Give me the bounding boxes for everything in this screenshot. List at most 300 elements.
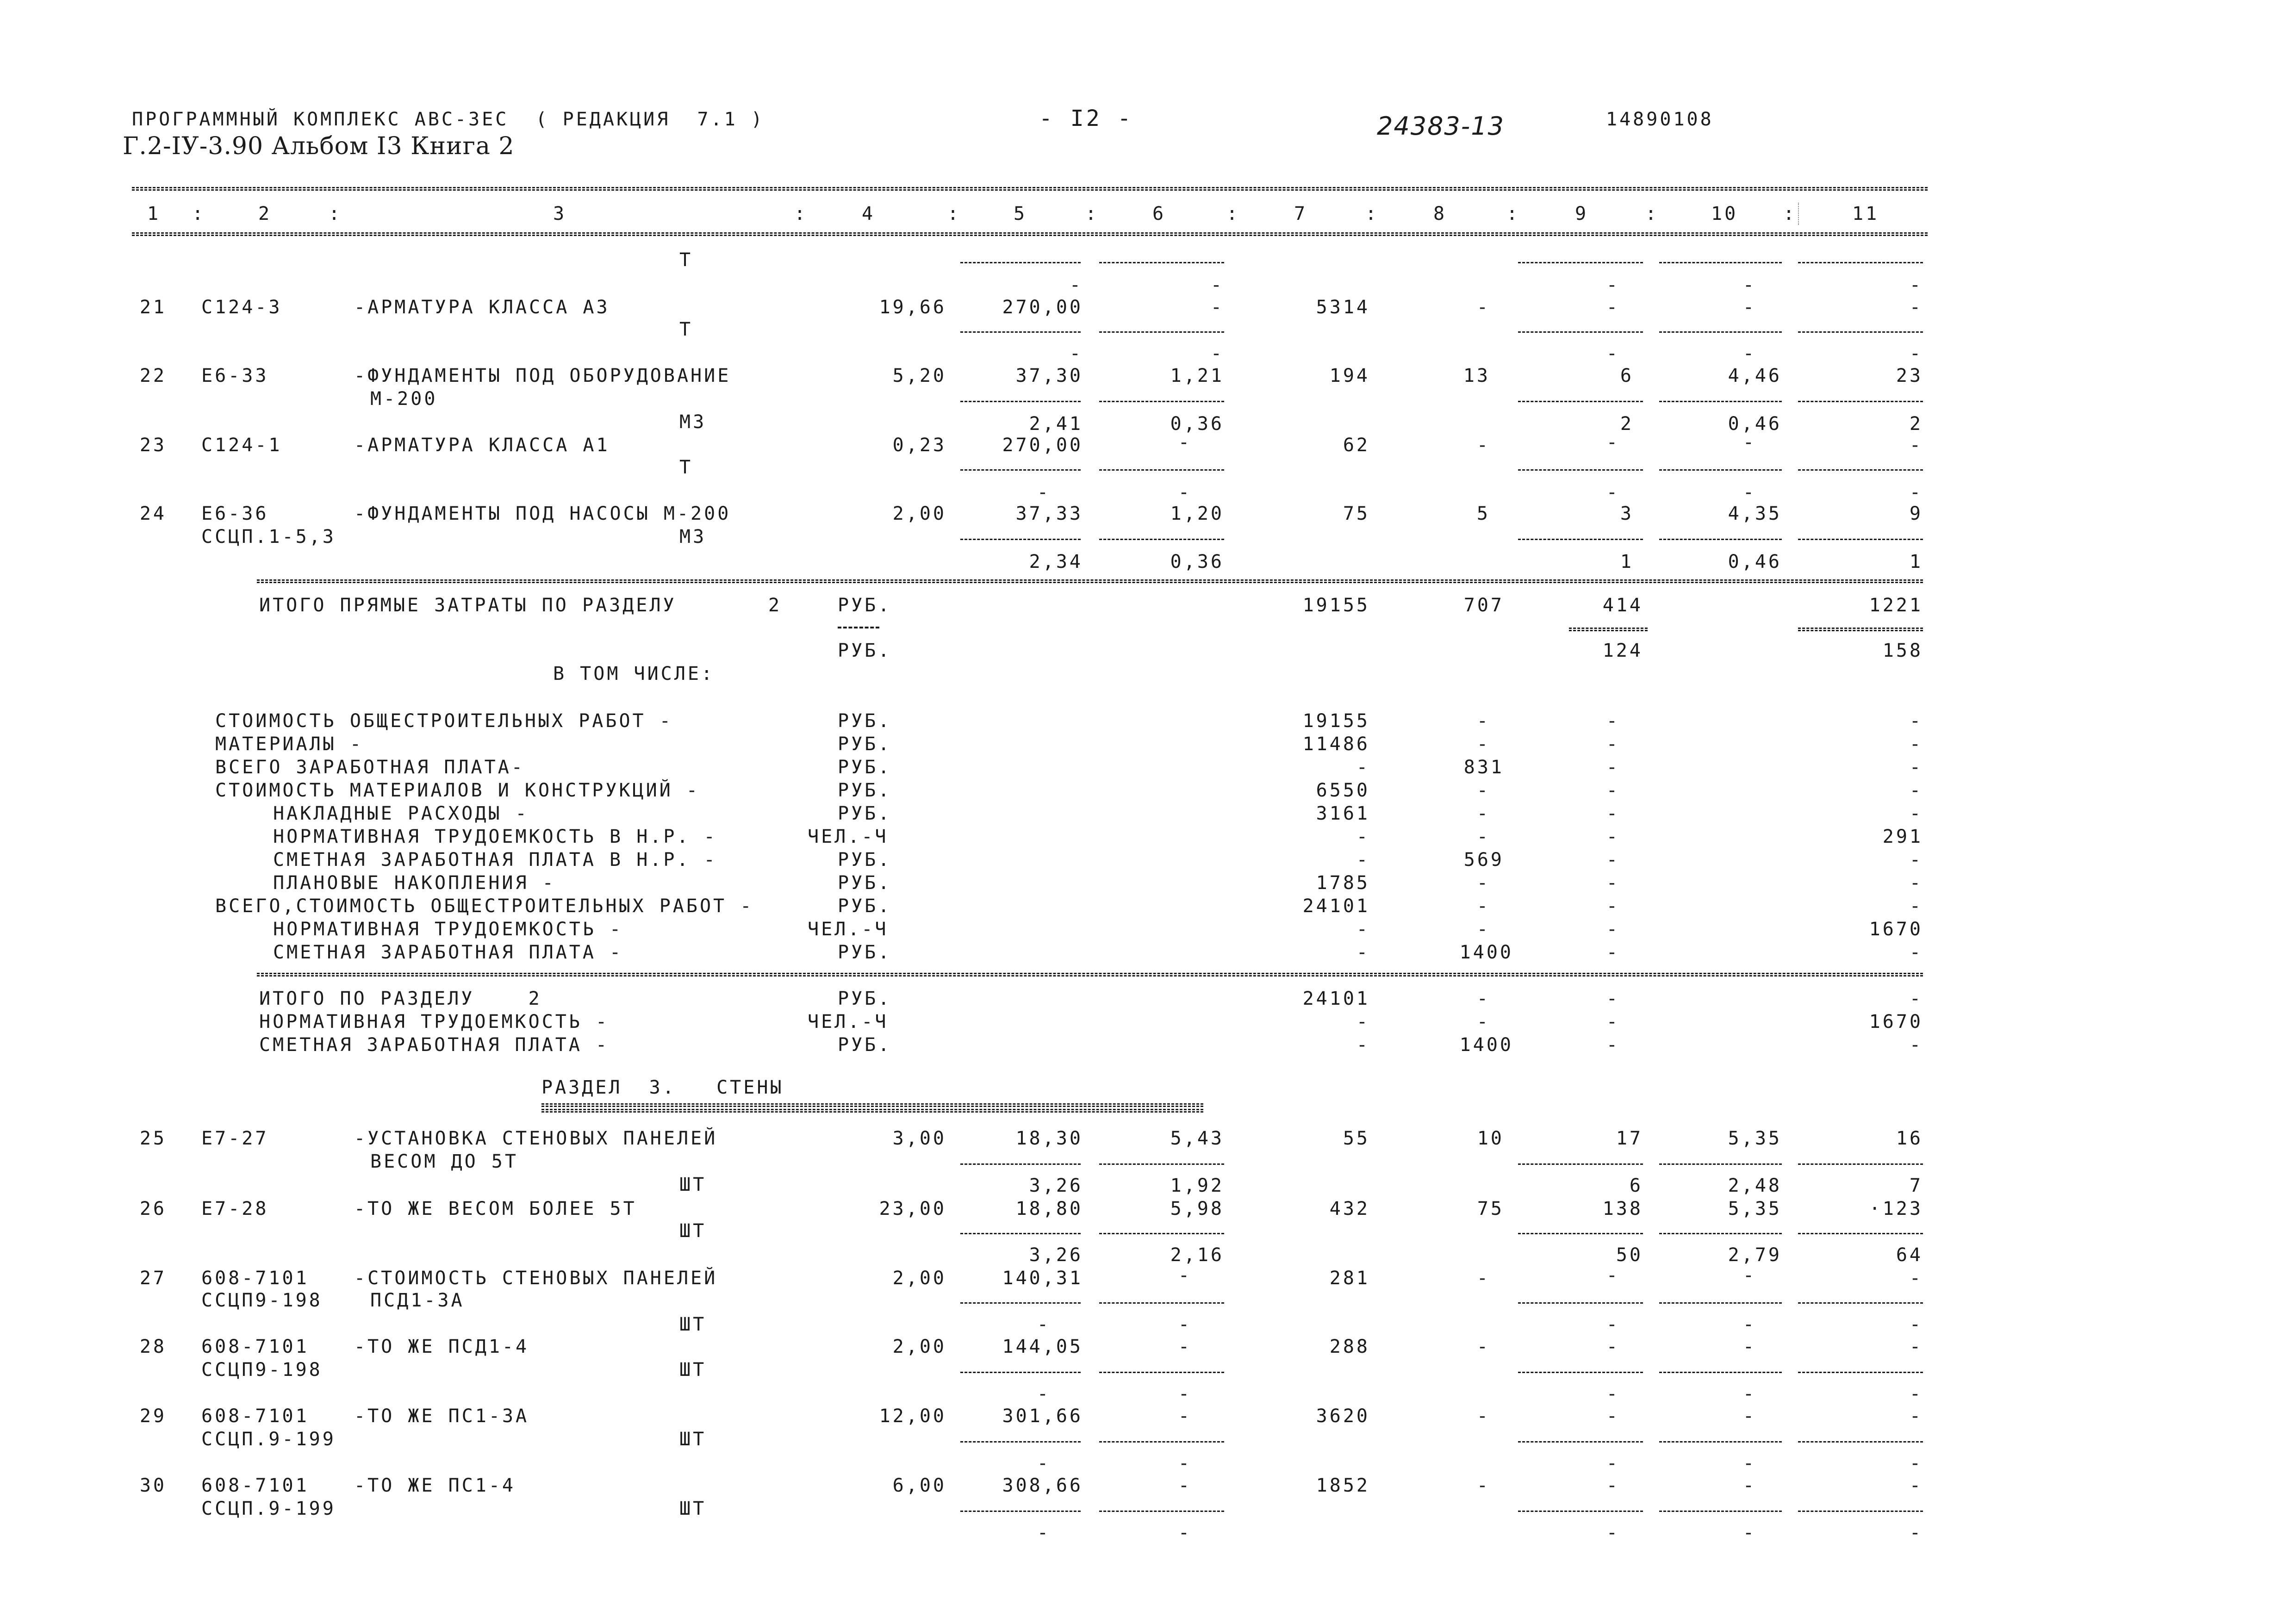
section-heading: РАЗДЕЛ 3. СТЕНЫ [541,1077,784,1098]
rate-code: 608-7101 [201,1475,309,1496]
cell-rule [960,331,1081,333]
unit: РУБ. [838,803,892,824]
col-sep: : [1365,203,1379,224]
cell-value: 831 [1463,757,1504,778]
unit-cost: 18,30 [1015,1128,1083,1149]
unit: РУБ. [838,734,892,755]
row-number: 23 [139,435,167,456]
cell-value: - [1606,1011,1620,1032]
cell-rule [1518,1441,1643,1443]
total-cost: 75 [1343,503,1370,524]
unit: РУБ. [838,849,892,871]
cell-value: - [1476,1268,1490,1289]
totals-label: ИТОГО ПРЯМЫЕ ЗАТРАТЫ ПО РАЗДЕЛУ [259,595,677,616]
program-title: ПРОГРАММНЫЙ КОМПЛЕКС АВС-3ЕС ( РЕДАКЦИЯ 7.1 ) [132,109,765,130]
cell-value: 2 [1620,413,1634,435]
cell-value: 569 [1463,849,1504,871]
cell-value: 13 [1463,365,1490,386]
cell-value: - [1178,1453,1192,1474]
col-7: 7 [1294,203,1308,224]
section-number: 2 [768,595,782,616]
cell-value: - [1909,1475,1923,1496]
cell-value: - [1606,872,1620,894]
cell-value: 1400 [1459,942,1513,963]
col-sep: : [1226,203,1240,224]
section-total-rule [257,973,1923,976]
cell-value: 19155 [1302,595,1370,616]
col-sep: : [1506,203,1520,224]
price-ref: ССЦП.1-5,3 [201,526,336,547]
cell-rule [1518,262,1643,263]
rate-code: Е7-27 [201,1128,269,1149]
cell-value: - [1742,1405,1756,1427]
unit-cost: 301,66 [1002,1405,1083,1427]
cell-value: - [1742,482,1756,503]
row-number: 22 [139,365,167,386]
work-name-cont: М-200 [370,388,438,410]
work-name: -АРМАТУРА КЛАССА А3 [354,297,610,318]
cell-value: 1785 [1316,872,1370,894]
cell-value: ·123 [1869,1198,1923,1219]
cell-value: - [1178,1475,1192,1496]
scan-mark [1798,203,1799,225]
cell-rule [1099,331,1224,333]
rate-code: 608-7101 [201,1405,309,1427]
cell-value: - [1742,1522,1756,1543]
cell-value: - [1909,1405,1923,1427]
cell-rule [1798,1441,1923,1443]
cell-value: - [1210,343,1224,364]
row-number: 26 [139,1198,167,1219]
cell-value: - [1909,780,1923,801]
col-sep: : [1085,203,1099,224]
cell-rule [1798,331,1923,333]
cell-value: 3,26 [1029,1244,1083,1266]
cell-value: - [1606,297,1620,318]
cell-value: - [1606,919,1620,940]
cell-rule [1659,401,1782,402]
cell-value: 9 [1909,503,1923,524]
cell-rule [1798,628,1923,631]
cell-rule [1518,1233,1643,1234]
unit-cost: 270,00 [1002,435,1083,456]
cell-value: 23 [1896,365,1923,386]
col-6: 6 [1152,203,1166,224]
unit: РУБ. [838,780,892,801]
unit: РУБ. [838,595,892,616]
cell-rule [1659,1233,1782,1234]
work-name: -ТО ЖЕ ПСД1-4 [354,1336,529,1357]
cell-value: 10 [1477,1128,1504,1149]
col-1: 1 [147,203,161,224]
row-number: 24 [139,503,167,524]
cell-value: - [1476,1475,1490,1496]
col-5: 5 [1014,203,1027,224]
unit: ШТ [679,1314,707,1335]
rate-code: С124-1 [201,435,282,456]
row-number: 27 [139,1268,167,1289]
rate-code: Е7-28 [201,1198,269,1219]
row-number: 21 [139,297,167,318]
cell-rule [1798,539,1923,540]
quantity: 0,23 [892,435,946,456]
cell-value: 6 [1629,1175,1643,1196]
cell-value: - [1606,780,1620,801]
rate-code: Е6-36 [201,503,269,524]
cell-rule [960,1302,1081,1304]
rate-code: 608-7101 [201,1336,309,1357]
unit: ШТ [679,1498,707,1519]
cell-value: - [1178,1522,1192,1543]
cell-rule [1659,1441,1782,1443]
cell-value: 1670 [1869,919,1923,940]
cell-value: - [1742,432,1756,453]
cell-value: 75 [1477,1198,1504,1219]
cell-value: 11486 [1302,734,1370,755]
cell-rule [960,1372,1081,1373]
unit: РУБ. [838,640,892,661]
cell-value: 5 [1476,503,1490,524]
cell-value: 0,36 [1170,413,1224,435]
cell-value: - [1476,435,1490,456]
cell-rule [1659,539,1782,540]
cell-rule [1099,469,1224,471]
cell-value: - [1476,734,1490,755]
cell-rule [1798,262,1923,263]
section-underline [541,1103,1203,1107]
item-label: НОРМАТИВНАЯ ТРУДОЕМКОСТЬ В Н.Р. - [273,826,717,847]
price-ref: ССЦП.9-199 [201,1429,336,1450]
quantity: 2,00 [892,1336,946,1357]
cell-value: - [1476,1405,1490,1427]
unit: ШТ [679,1359,707,1380]
cell-value: - [1742,1314,1756,1335]
cell-rule [1099,1302,1224,1304]
cell-value: - [1178,1265,1192,1286]
unit: ШТ [679,1220,707,1242]
cell-value: - [1606,1405,1620,1427]
item-label: НОРМАТИВНАЯ ТРУДОЕМКОСТЬ - [273,919,623,940]
row-number: 29 [139,1405,167,1427]
cell-value: - [1606,482,1620,503]
cell-rule [1659,1511,1782,1512]
total-cost: 62 [1343,435,1370,456]
including-heading: В ТОМ ЧИСЛЕ: [553,663,715,684]
item-label: СТОИМОСТЬ МАТЕРИАЛОВ И КОНСТРУКЦИЙ - [215,780,700,801]
price-ref: ССЦП9-198 [201,1359,323,1380]
cell-value: - [1606,1336,1620,1357]
cell-rule [1518,539,1643,540]
cell-value: - [1606,1453,1620,1474]
item-label: СМЕТНАЯ ЗАРАБОТНАЯ ПЛАТА - [273,942,623,963]
cell-value: - [1909,1268,1923,1289]
cell-rule [1659,262,1782,263]
cell-rule [1099,1441,1224,1443]
unit: РУБ. [838,942,892,963]
cell-value: 5,43 [1170,1128,1224,1149]
quantity: 12,00 [879,1405,946,1427]
cell-value: - [1037,1453,1051,1474]
cell-value: 1670 [1869,1011,1923,1032]
price-ref: ССЦП.9-199 [201,1498,336,1519]
unit: РУБ. [838,710,892,732]
unit: РУБ. [838,1034,892,1056]
unit: Т [679,249,693,271]
cell-rule [1518,331,1643,333]
totals-rule [257,579,1923,583]
cell-rule [1659,469,1782,471]
cell-value: 24101 [1302,988,1370,1009]
cell-value: - [1606,1314,1620,1335]
cell-value: 3161 [1316,803,1370,824]
price-ref: ССЦП9-198 [201,1290,323,1311]
unit: РУБ. [838,895,892,917]
cell-value: - [1356,919,1370,940]
cell-value: - [1606,1034,1620,1056]
cell-value: - [1356,826,1370,847]
cell-value: - [1178,432,1192,453]
col-2: 2 [258,203,272,224]
cell-value: - [1909,803,1923,824]
cell-value: 1 [1909,551,1923,572]
cell-value: 124 [1602,640,1643,661]
cell-value: - [1037,1383,1051,1405]
work-name: -ФУНДАМЕНТЫ ПОД НАСОСЫ М-200 [354,503,731,524]
cell-value: - [1909,435,1923,456]
total-cost: 55 [1343,1128,1370,1149]
cell-value: - [1476,803,1490,824]
row-number: 30 [139,1475,167,1496]
cell-rule [960,1163,1081,1165]
col-sep: : [1783,203,1797,224]
cell-value: - [1178,1314,1192,1335]
cell-value: 1,20 [1170,503,1224,524]
unit: ЧЕЛ.-Ч [808,826,889,847]
document-number: 24383-13 [1377,112,1505,141]
cell-value: - [1476,780,1490,801]
cell-value: - [1909,1034,1923,1056]
cell-value: - [1909,757,1923,778]
cell-value: - [1356,849,1370,871]
cell-value: 2 [1909,413,1923,435]
cell-value: - [1909,849,1923,871]
work-name: -ТО ЖЕ ПС1-3А [354,1405,529,1427]
cell-value: - [1356,942,1370,963]
cell-value: - [1909,710,1923,732]
cell-value: - [1476,872,1490,894]
work-name-cont: ПСД1-3А [370,1290,465,1311]
total-cost: 194 [1329,365,1370,386]
cell-value: - [1742,1475,1756,1496]
cell-rule [1798,1372,1923,1373]
cell-value: - [1069,343,1083,364]
col-sep: : [794,203,808,224]
cell-value: 7 [1909,1175,1923,1196]
col-3: 3 [553,203,567,224]
cell-value: - [1909,343,1923,364]
item-label: НОРМАТИВНАЯ ТРУДОЕМКОСТЬ - [259,1011,610,1032]
cell-value: - [1178,482,1192,503]
cell-value: - [1909,988,1923,1009]
cell-value: - [1909,1383,1923,1405]
cell-value: 414 [1602,595,1643,616]
cell-value: 6550 [1316,780,1370,801]
cell-value: 64 [1896,1244,1923,1266]
cell-value: - [1606,849,1620,871]
unit-cost: 270,00 [1002,297,1083,318]
cell-rule [1099,1372,1224,1373]
unit: М3 [679,526,707,547]
cell-value: 2,16 [1170,1244,1224,1266]
unit-cost: 37,30 [1015,365,1083,386]
cell-value: 0,46 [1728,551,1782,572]
cell-value: - [1606,710,1620,732]
cell-value: - [1909,274,1923,296]
item-label: ПЛАНОВЫЕ НАКОПЛЕНИЯ - [273,872,556,894]
quantity: 23,00 [879,1198,946,1219]
cell-value: - [1210,274,1224,296]
cell-value: 1,92 [1170,1175,1224,1196]
total-cost: 281 [1329,1268,1370,1289]
cell-rule [1518,1372,1643,1373]
cell-value: 1400 [1459,1034,1513,1056]
unit-cost: 18,80 [1015,1198,1083,1219]
cell-rule [1099,1163,1224,1165]
cell-rule [960,1511,1081,1512]
unit: РУБ. [838,757,892,778]
cell-value: 5,98 [1170,1198,1224,1219]
cell-value: - [1606,1265,1620,1286]
cell-value: - [1037,1314,1051,1335]
col-sep: : [947,203,961,224]
cell-value: - [1037,1522,1051,1543]
cell-value: 50 [1616,1244,1643,1266]
cell-rule [1798,401,1923,402]
total-cost: 288 [1329,1336,1370,1357]
col-sep: : [192,203,206,224]
document-code: 14890108 [1606,109,1714,130]
section-underline [541,1109,1203,1113]
cell-value: 4,46 [1728,365,1782,386]
cell-value: - [1742,343,1756,364]
cell-rule [1518,1511,1643,1512]
cell-value: - [1909,1314,1923,1335]
unit: ЧЕЛ.-Ч [808,1011,889,1032]
quantity: 2,00 [892,1268,946,1289]
cell-value: 24101 [1302,895,1370,917]
unit-underline [838,627,879,628]
cell-value: - [1606,1475,1620,1496]
unit: РУБ. [838,872,892,894]
total-cost: 432 [1329,1198,1370,1219]
unit-cost: 308,66 [1002,1475,1083,1496]
cell-value: 2,48 [1728,1175,1782,1196]
cell-rule [1518,1302,1643,1304]
cell-value: 16 [1896,1128,1923,1149]
cell-value: - [1069,274,1083,296]
cell-value: 2,79 [1728,1244,1782,1266]
unit: РУБ. [838,988,892,1009]
col-8: 8 [1433,203,1447,224]
cell-rule [1518,469,1643,471]
cell-value: - [1476,297,1490,318]
cell-value: - [1909,734,1923,755]
cell-value: - [1606,803,1620,824]
cell-rule [1659,1302,1782,1304]
cell-value: - [1909,482,1923,503]
cell-rule [1798,1511,1923,1512]
cell-value: 138 [1602,1198,1643,1219]
cell-value: - [1742,1336,1756,1357]
item-label: СМЕТНАЯ ЗАРАБОТНАЯ ПЛАТА - [259,1034,610,1056]
cell-value: - [1210,297,1224,318]
cell-value: - [1606,432,1620,453]
cell-value: - [1742,274,1756,296]
item-label: ВСЕГО ЗАРАБОТНАЯ ПЛАТА- [215,757,525,778]
col-10: 10 [1711,203,1738,224]
col-9: 9 [1575,203,1589,224]
unit: ШТ [679,1174,707,1195]
unit-cost: 144,05 [1002,1336,1083,1357]
cell-value: - [1909,297,1923,318]
rate-code: С124-3 [201,297,282,318]
cell-rule [1099,1511,1224,1512]
cell-value: - [1476,1336,1490,1357]
cell-value: - [1606,734,1620,755]
cell-value: - [1909,1522,1923,1543]
cell-value: - [1606,988,1620,1009]
cell-value: - [1909,872,1923,894]
cell-rule [960,401,1081,402]
cell-value: 3 [1620,503,1634,524]
work-name: -ТО ЖЕ ПС1-4 [354,1475,516,1496]
cell-rule [1798,1233,1923,1234]
cell-value: - [1742,297,1756,318]
cell-rule [1569,628,1648,631]
col-sep: : [329,203,342,224]
cell-rule [1798,1302,1923,1304]
cell-value: 291 [1882,826,1923,847]
quantity: 19,66 [879,297,946,318]
item-label: ВСЕГО,СТОИМОСТЬ ОБЩЕСТРОИТЕЛЬНЫХ РАБОТ - [215,895,754,917]
cell-value: - [1476,710,1490,732]
cell-value: - [1356,1011,1370,1032]
item-label: МАТЕРИАЛЫ - [215,734,363,755]
total-cost: 5314 [1316,297,1370,318]
cell-value: - [1606,942,1620,963]
cell-value: 0,46 [1728,413,1782,435]
cell-value: - [1742,1383,1756,1405]
col-sep: : [1645,203,1659,224]
cell-rule [1518,1163,1643,1165]
cell-value: - [1356,1034,1370,1056]
col-4: 4 [862,203,876,224]
cell-value: - [1742,1265,1756,1286]
item-label: НАКЛАДНЫЕ РАСХОДЫ - [273,803,529,824]
work-name: -УСТАНОВКА СТЕНОВЫХ ПАНЕЛЕЙ [354,1128,718,1149]
quantity: 2,00 [892,503,946,524]
cell-value: 4,35 [1728,503,1782,524]
cell-value: - [1909,942,1923,963]
cell-value: - [1476,826,1490,847]
cell-value: - [1742,1453,1756,1474]
cell-value: - [1909,1336,1923,1357]
album-title: Г.2-IУ-3.90 Альбом I3 Книга 2 [123,132,515,160]
cell-value: - [1606,826,1620,847]
cell-value: 2,41 [1029,413,1083,435]
work-name: -ФУНДАМЕНТЫ ПОД ОБОРУДОВАНИЕ [354,365,731,386]
cell-value: 0,36 [1170,551,1224,572]
